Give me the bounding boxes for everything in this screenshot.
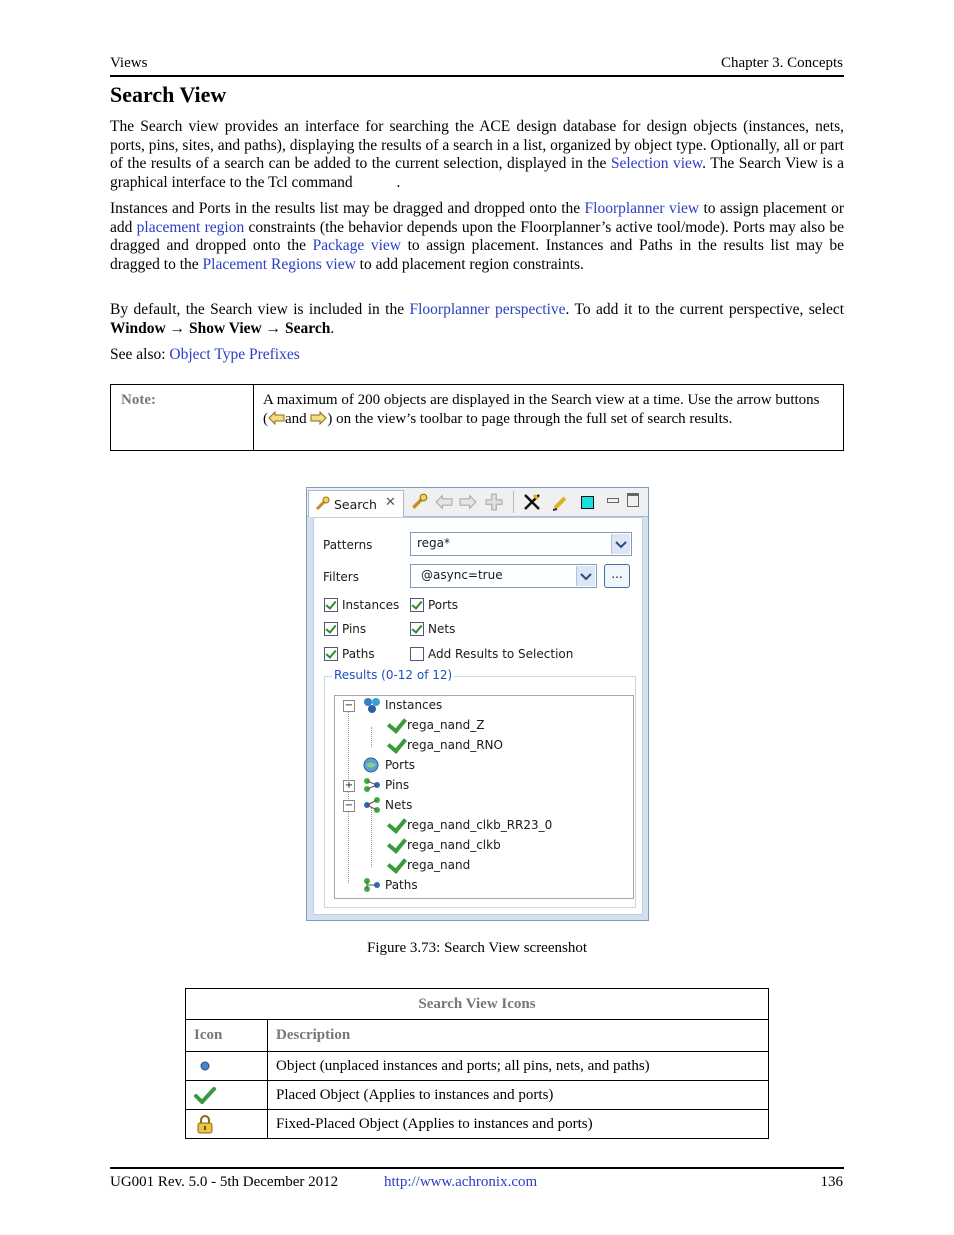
p3-text: . (330, 319, 335, 337)
placed-check-icon (387, 833, 407, 854)
note-text (263, 391, 823, 428)
tree-node-instances[interactable]: Instances (385, 698, 443, 712)
tree-node-nets[interactable]: Nets (385, 798, 413, 812)
tree-guide (348, 707, 350, 883)
filters-value: @async=true (421, 568, 503, 582)
see-also-label: See also: (110, 346, 170, 363)
search-tab[interactable] (308, 490, 404, 517)
chevron-down-icon[interactable] (611, 534, 630, 554)
icon-cell (186, 1110, 268, 1139)
expand-pins-toggle[interactable]: + (344, 780, 354, 791)
collapse-nets-toggle[interactable]: − (344, 800, 354, 811)
table-row (186, 1052, 769, 1081)
add-results-to-selection-checkbox[interactable] (410, 647, 424, 661)
pins-checkbox-label: Pins (342, 622, 367, 636)
results-tree[interactable] (334, 695, 634, 899)
running-header-chapter: Chapter 3. Concepts (720, 55, 843, 71)
running-header-section: Views (110, 55, 148, 71)
placed-check-icon (387, 733, 407, 754)
icon-column-header: Icon (186, 1020, 268, 1052)
selection-view-link[interactable]: Selection view (610, 155, 703, 172)
menu-arrow: → (261, 319, 285, 337)
placed-check-icon (387, 853, 407, 874)
section-title: Search View (110, 82, 227, 107)
object-type-prefixes-link[interactable]: Object Type Prefixes (169, 346, 300, 363)
p2-text: to add placement region constraints. (355, 255, 584, 273)
p1-text-c: . (396, 173, 401, 191)
search-run-icon[interactable] (410, 493, 428, 511)
nets-checkbox-label: Nets (428, 622, 456, 636)
nets-icon (363, 797, 381, 813)
tree-node-paths[interactable]: Paths (385, 878, 418, 892)
menu-search: Search (285, 319, 331, 337)
p3-text: By default, the Search view is included in the (110, 301, 410, 318)
tree-guide (371, 807, 373, 867)
drag-drop-paragraph (110, 200, 844, 274)
footer-rule (110, 1167, 844, 1169)
filters-browse-button[interactable]: ... (604, 564, 630, 588)
tree-node-net[interactable]: rega_nand_clkb (407, 838, 501, 852)
back-arrow-icon (268, 411, 285, 425)
tree-guide (371, 727, 373, 747)
menu-arrow: → (165, 319, 189, 337)
filters-label: Filters (323, 570, 359, 584)
placement-region-link[interactable]: placement region (136, 218, 245, 236)
chevron-down-icon[interactable] (576, 566, 595, 586)
description-cell: Object (unplaced instances and ports; all pins, nets, and paths) (268, 1052, 769, 1081)
tree-node-instance[interactable]: rega_nand_RNO (407, 738, 503, 752)
patterns-value: rega* (417, 536, 451, 550)
package-view-link[interactable]: Package view (312, 237, 401, 254)
icon-cell (186, 1081, 268, 1110)
intro-paragraph (110, 118, 844, 192)
note-box (110, 384, 844, 451)
search-form (313, 517, 643, 915)
highlight-icon[interactable] (551, 492, 571, 512)
nets-checkbox[interactable] (410, 622, 424, 636)
tree-node-net[interactable]: rega_nand (407, 858, 471, 872)
patterns-label: Patterns (323, 538, 373, 552)
placement-regions-view-link[interactable]: Placement Regions view (202, 255, 356, 273)
pins-icon (363, 777, 381, 793)
minimize-icon[interactable] (607, 498, 619, 503)
fixed-lock-icon (196, 1114, 214, 1134)
table-row (186, 1110, 769, 1139)
tree-node-ports[interactable]: Ports (385, 758, 416, 772)
default-perspective-paragraph (110, 301, 844, 338)
patterns-combo[interactable] (410, 532, 632, 556)
collapse-instances-toggle[interactable]: − (344, 700, 354, 711)
forward-arrow-icon (310, 411, 327, 425)
add-to-selection-icon[interactable] (485, 493, 503, 511)
icons-table-title: Search View Icons (186, 989, 769, 1020)
tree-node-instance[interactable]: rega_nand_Z (407, 718, 485, 732)
search-wand-icon (314, 496, 330, 512)
p3-text: . To add it to the current perspective, select (565, 301, 845, 318)
note-text-c: ) on the view’s toolbar to page through the full set of search results. (327, 410, 733, 427)
tree-node-pins[interactable]: Pins (385, 778, 410, 792)
description-cell: Placed Object (Applies to instances and ports) (268, 1081, 769, 1110)
paths-checkbox[interactable] (324, 647, 338, 661)
instances-checkbox-label: Instances (342, 598, 400, 612)
p1-text: The Search view provides an interface for searching the ACE design database for design objects (instances, nets, ports, pins, sites, and paths), displaying the results of a search in a list, organized by object type. Optionally, all or part of the results of a search can be added to the current selection, displayed in the (110, 118, 844, 172)
header-rule (110, 75, 844, 77)
search-tab-label: Search (334, 497, 377, 512)
page-number: 136 (820, 1174, 843, 1190)
paths-icon (363, 877, 381, 893)
p2-text: Instances and Ports in the results list may be dragged and dropped onto the (110, 200, 585, 217)
menu-window: Window (110, 319, 166, 337)
p1-text-b: . The Search View is a graphical interface to the Tcl command (110, 155, 844, 191)
p2-text: constraints (the behavior depends upon the Floorplanner’s active tool/mode). Ports may also be dragged and dropped onto the (110, 218, 844, 254)
p2-text: to assign placement. Instances and Paths in the results list may be dragged to the (110, 237, 844, 273)
instances-checkbox[interactable] (324, 598, 338, 612)
filters-combo[interactable] (410, 564, 597, 588)
description-cell: Fixed-Placed Object (Applies to instances and ports) (268, 1110, 769, 1139)
see-also-paragraph (110, 346, 844, 365)
add-results-to-selection-label: Add Results to Selection (428, 647, 574, 661)
close-tab-icon[interactable]: ✕ (385, 495, 396, 510)
search-view-icons-table (185, 988, 769, 1139)
floorplanner-view-link[interactable]: Floorplanner view (584, 200, 700, 217)
pins-checkbox[interactable] (324, 622, 338, 636)
next-page-icon[interactable] (459, 494, 477, 510)
footer-document-id: UG001 Rev. 5.0 - 5th December 2012 (110, 1174, 339, 1190)
search-view-screenshot (306, 487, 649, 921)
p2-text: to assign placement or add (110, 200, 845, 236)
table-row (186, 1081, 769, 1110)
ports-icon (363, 757, 379, 773)
clear-highlight-icon[interactable] (522, 492, 542, 512)
results-title: Results (0-12 of 12) (334, 668, 453, 682)
note-label-cell (111, 385, 254, 450)
floorplanner-perspective-link[interactable]: Floorplanner perspective (409, 301, 566, 318)
toolbar-separator (513, 491, 514, 513)
note-text-b: and (285, 410, 311, 427)
menu-show-view: Show View (188, 319, 262, 337)
previous-page-icon[interactable] (435, 494, 453, 510)
view-tab-bar (307, 488, 648, 517)
paths-checkbox-label: Paths (342, 647, 375, 661)
description-column-header: Description (268, 1020, 769, 1052)
ports-checkbox-label: Ports (428, 598, 459, 612)
instances-icon (363, 697, 381, 713)
tree-node-net[interactable]: rega_nand_clkb_RR23_0 (407, 818, 553, 832)
figure-caption: Figure 3.73: Search View screenshot (366, 940, 588, 956)
note-text-a: A maximum of 200 objects are displayed in the Search view at a time. Use the arrow buttons ( (263, 392, 820, 427)
note-label: Note: (121, 392, 156, 408)
ports-checkbox[interactable] (410, 598, 424, 612)
highlight-color-icon[interactable] (581, 496, 594, 509)
maximize-icon[interactable] (627, 493, 639, 507)
placed-check-icon (194, 1086, 216, 1104)
icon-cell (186, 1052, 268, 1081)
footer-url-link[interactable]: http://www.achronix.com (384, 1174, 538, 1190)
object-dot-icon (198, 1059, 212, 1073)
placed-check-icon (387, 813, 407, 834)
placed-check-icon (387, 713, 407, 734)
